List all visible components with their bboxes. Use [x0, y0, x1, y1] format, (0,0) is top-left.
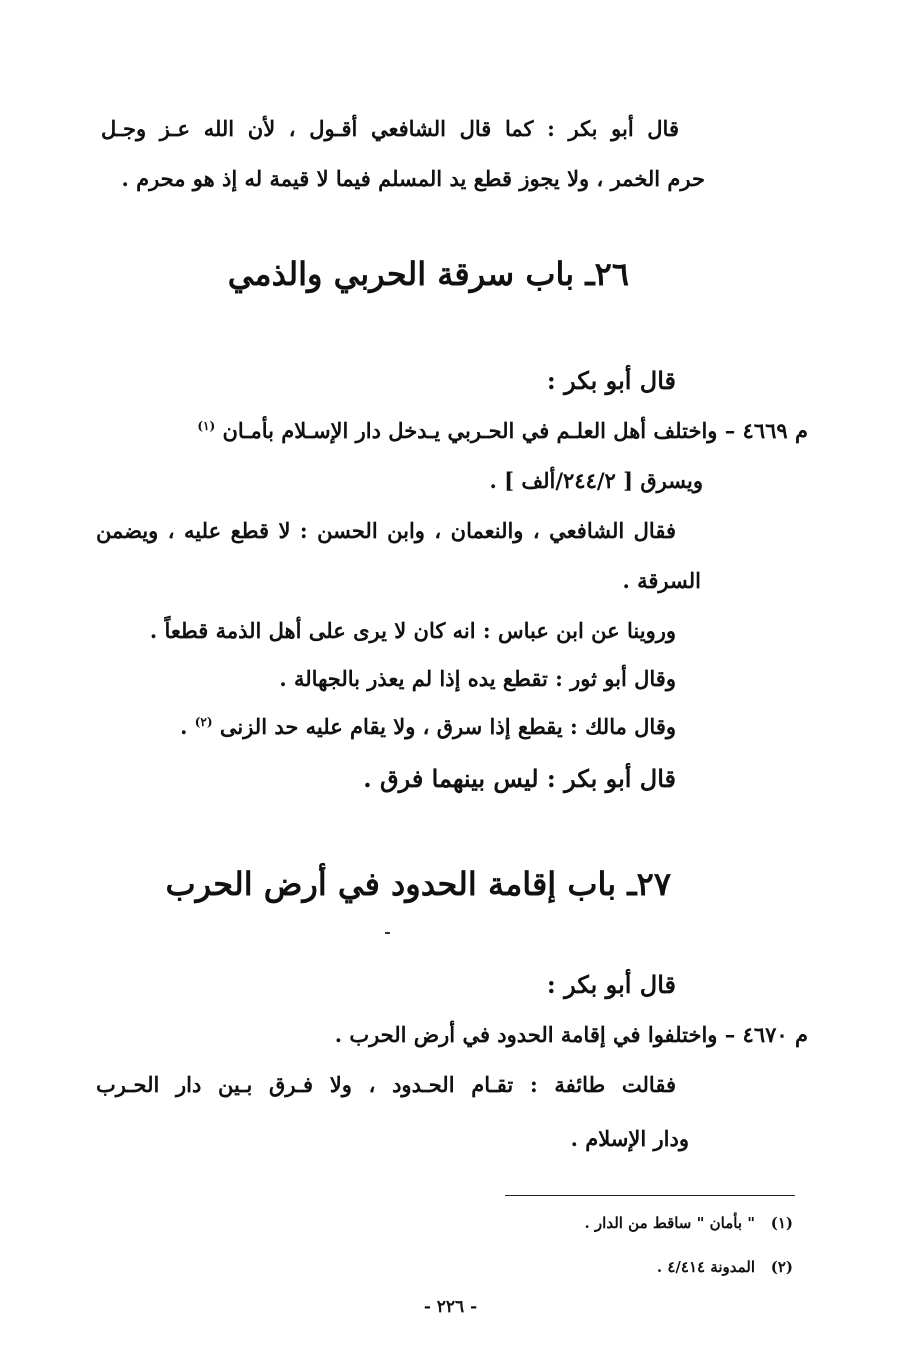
top-paragraph-line-2: حرم الخمر ، ولا يجوز قطع يد المسلم فيما لا قيمة له إذ هو محرم .: [121, 166, 705, 191]
top-paragraph-line-1: قال أبو بكر : كما قال الشافعي أقـول ، لأن الله عـز وجـل: [101, 116, 679, 141]
section-27-title: ٢٧ـ باب إقامة الحدود في أرض الحرب: [165, 865, 671, 903]
footnote-2-text: المدونة ٤/٤١٤ .: [656, 1258, 756, 1276]
para-ibn-abbas: وروينا عن ابن عباس : انه كان لا يرى على أهل الذمة قطعاً .: [149, 618, 676, 643]
section-27-subheading: قال أبو بكر :: [546, 970, 676, 999]
footnote-2: [657, 1256, 793, 1278]
footnote-ref-1: (١): [197, 419, 216, 433]
stray-mark: [385, 932, 390, 934]
footnote-ref-2: (٢): [194, 715, 213, 729]
para-malik-end: .: [180, 714, 188, 739]
para-group-line-2: ودار الإسلام .: [570, 1126, 689, 1151]
section-26-subheading: قال أبو بكر :: [546, 366, 676, 395]
entry-4669-line-2: ويسرق [ ٢٤٤/٢/ألف ] .: [489, 468, 703, 493]
para-malik: [180, 712, 676, 742]
para-group-line-1: فقالت طائفة : تقـام الحـدود ، ولا فـرق بـين دار الحـرب: [96, 1072, 676, 1097]
para-shafii-line-2: السرقة .: [622, 568, 701, 593]
footnote-1-text: " بأمان " ساقط من الدار .: [584, 1214, 756, 1232]
footnote-separator: [505, 1195, 795, 1196]
para-shafii-line-1: فقال الشافعي ، والنعمان ، وابن الحسن : لا قطع عليه ، ويضمن: [96, 518, 676, 543]
page-number: - ٢٢٦ -: [423, 1297, 478, 1317]
footnote-1-marker: (١): [770, 1214, 793, 1232]
section-26-conclusion: قال أبو بكر : ليس بينهما فرق .: [363, 764, 676, 793]
footnote-2-marker: (٢): [770, 1258, 793, 1276]
footnote-1: [584, 1212, 793, 1234]
para-malik-text: وقال مالك : يقطع إذا سرق ، ولا يقام عليه حد الزنى: [219, 714, 676, 739]
entry-4670-line-1: م ٤٦٧٠ – واختلفوا في إقامة الحدود في أرض الحرب .: [334, 1022, 808, 1047]
para-abu-thawr: وقال أبو ثور : تقطع يده إذا لم يعذر بالجهالة .: [279, 666, 676, 691]
entry-4669-text: م ٤٦٦٩ – واختلف أهل العلـم في الحـربي يـدخل دار الإسـلام بأمـان: [222, 418, 808, 443]
section-26-title: ٢٦ـ باب سرقة الحربي والذمي: [227, 255, 629, 293]
entry-4669-line-1: [197, 416, 808, 446]
